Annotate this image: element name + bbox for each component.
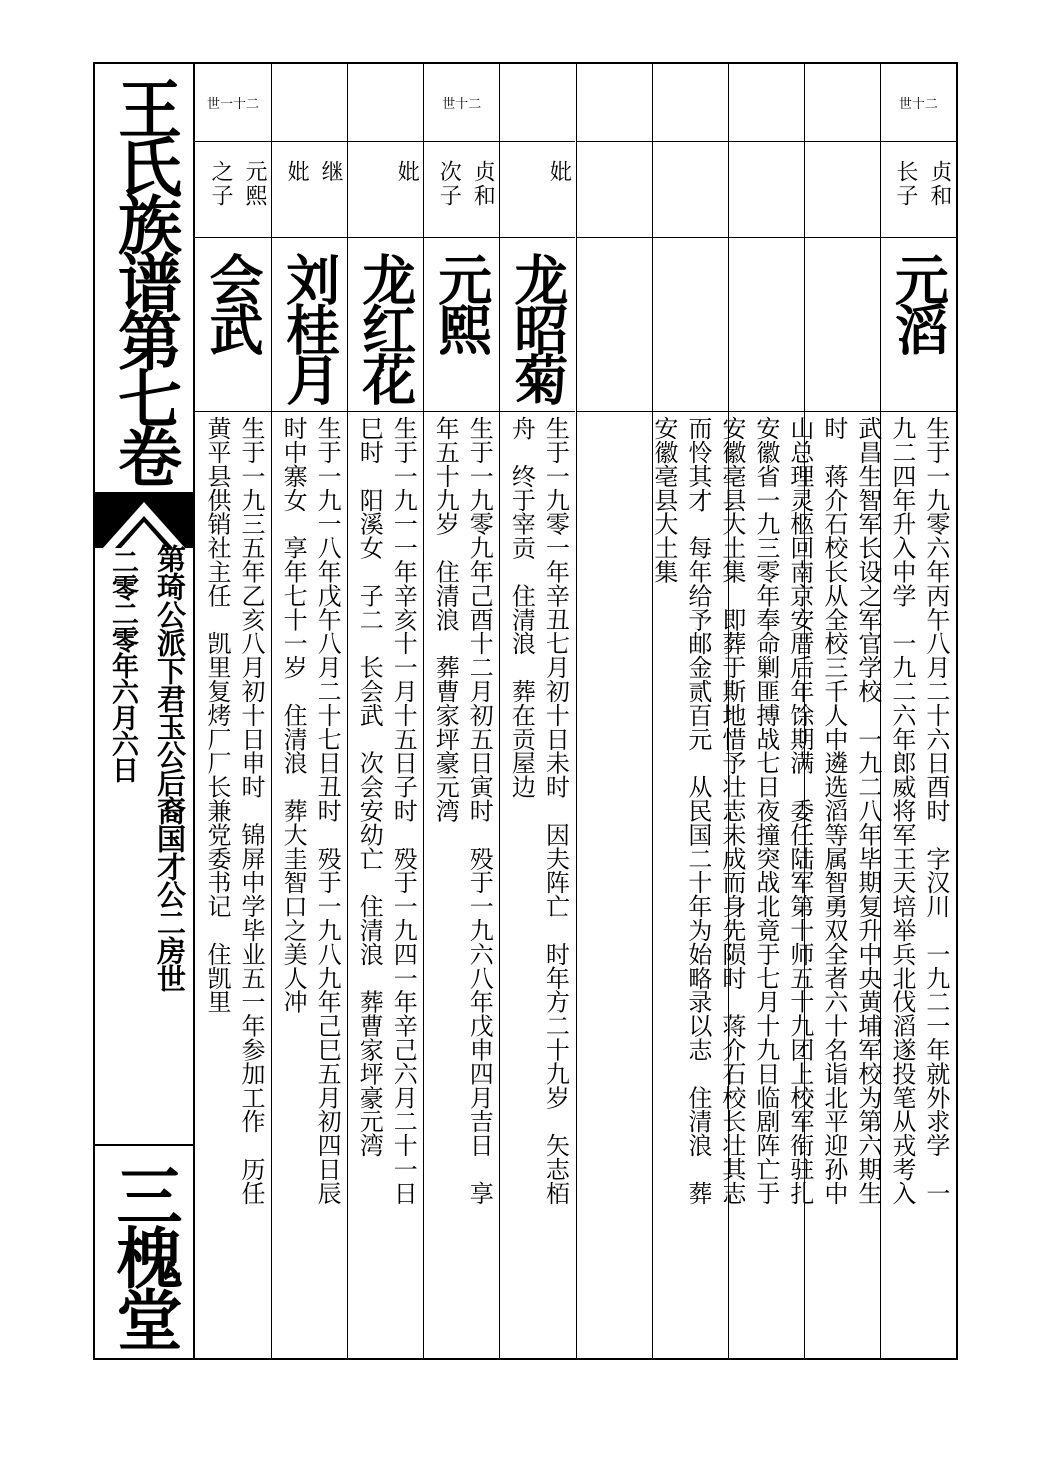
relation-text: 继 妣 [284,160,344,184]
name-cell [729,238,804,412]
genealogy-grid [193,62,958,1360]
relation-text [805,160,880,230]
relation-text: 元熙 之子 [208,160,267,208]
relation-text [577,160,652,230]
biography-cell [500,412,575,1358]
biography-text: 生于一九一八年戊午八月二十七日丑时 殁于一九八九年己巳五月初四日辰 时中寨女 享年七十一岁 住清浪 葬大圭智口之美人冲 [279,416,342,1205]
person-name: 元滔 [886,252,951,352]
biography-text: 生于一九零九年己酉十二月初五日寅时 殁于一九六八年戊申四月吉日 享 年五十九岁 住清浪 葬曹家坪豪元湾 [431,416,494,1205]
biography-text: 生于一九一一年辛亥十一月十五日子时 殁于一九四一年辛己六月二十一日 巳时 阳溪女 子二 长会武 次会安幼亡 住清浪 葬曹家坪豪元湾 [355,416,418,1205]
relation-text: 贞和 次子 [436,160,496,208]
person-name: 会武 [201,252,265,352]
generation-cell [729,64,804,142]
relation-cell [500,142,575,238]
relation-cell [272,142,347,238]
biography-cell [348,412,423,1358]
biography-cell [729,412,804,1358]
person-name: 刘桂月 [277,252,342,402]
book-title: 王氏族谱第七卷 [107,76,182,482]
generation-cell [500,64,575,142]
generation-cell [653,64,728,142]
name-cell [195,238,271,412]
relation-cell [653,142,728,238]
genealogy-column [652,64,728,1358]
genealogy-column [271,64,347,1358]
biography-text: 生于一九零一年辛丑七月初十日未时 因夫阵亡 时年方二十九岁 矢志栢 舟 终于宰贡 住清浪 葬在贡屋边 [507,416,570,1205]
generation-cell: 世十二 [424,64,499,142]
biography-cell [195,412,271,1358]
hall-divider [95,1144,193,1146]
genealogy-column [499,64,575,1358]
name-cell [653,238,728,412]
name-cell [348,238,423,412]
genealogy-column [423,64,499,1358]
relation-text: 妣 [394,160,420,184]
generation-cell [272,64,347,142]
relation-text: 妣 [546,160,572,184]
genealogy-column [804,64,880,1358]
generation-cell [805,64,880,142]
relation-cell [424,142,499,238]
relation-cell [729,142,804,238]
relation-cell [805,142,880,238]
biography-cell [424,412,499,1358]
biography-cell [272,412,347,1358]
person-name: 龙昭菊 [505,252,570,402]
divider-ornament-icon [95,492,193,548]
genealogy-column [576,64,652,1358]
biography-cell [577,412,652,1358]
relation-cell [348,142,423,238]
relation-text [653,160,728,230]
genealogy-column [195,64,271,1358]
genealogy-column [728,64,804,1358]
relation-text [729,160,804,230]
name-cell [805,238,880,412]
genealogy-column [347,64,423,1358]
hall-name: 三槐堂 [105,1162,183,1348]
biography-cell [649,412,956,1358]
name-cell [424,238,499,412]
generation-cell [577,64,652,142]
generation-cell: 世一十二 [195,64,271,142]
title-divider [95,492,193,548]
relation-text: 贞和 长子 [892,160,952,208]
name-cell [272,238,347,412]
generation-cell: 世十二 [881,64,956,142]
person-name: 龙红花 [353,252,418,402]
genealogy-column [649,64,956,1358]
relation-cell [881,142,956,238]
relation-cell [577,142,652,238]
biography-cell [653,412,728,1358]
biography-cell [805,412,880,1358]
biography-text: 生于一九三五年乙亥八月初十日申时 锦屏中学毕业五一年参加工作 历任 黄平县供销社主任 凯里复烤厂厂长兼党委书记 住凯里 [203,416,265,1205]
branch-subtitle: 第琦公派下君玉公后裔国才公二房世 [153,544,187,992]
compile-date: 二零二零年六月六日 [107,548,138,782]
name-cell [881,238,956,412]
generation-cell [348,64,423,142]
relation-cell [195,142,271,238]
person-name: 元熙 [429,252,494,352]
biography-text: 生于一九零六年丙午八月二十六日酉时 字汉川 一九二一年就外求学 一 九二四年升入中学 一九二六年郎威将军王天培举兵北伐滔遂投笔从戎考入 武昌生智军长设之军官学校 一九二八年毕期复升中央黄埔军校为第六期生 时 蒋介石校长从全校三千人中遴选滔等属智勇双全者六十名诣北平迎孙中 山总理灵柩回南京安厝后年馀期满 委任陆军第十师五十九团上校军衔驻扎 安徽省一九三零年奉命剿匪搏战七日夜撞突战北竟于七月十九日临剧阵亡于 安徽亳县大土集 即葬于斯地惜予壮志未成而身先陨时 蒋介石校长壮其志 而怜其才 每年给予邮金贰百元 从民国二十年为始略录以志 住清浪 葬 安徽亳县大土集 [649,416,950,1205]
name-cell [577,238,652,412]
title-panel [93,62,193,1360]
name-cell [500,238,575,412]
